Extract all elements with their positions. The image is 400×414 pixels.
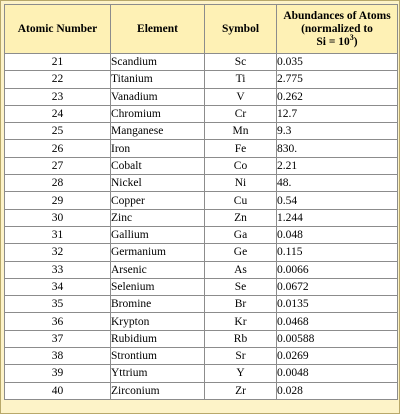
cell-element: Selenium [111,278,205,295]
cell-element: Chromium [111,105,205,122]
cell-abundance: 2.775 [277,71,398,88]
cell-abundance: 0.048 [277,226,398,243]
table-row [5,278,398,295]
header-abundance-line3: Si = 10 [316,35,350,48]
cell-atomic-number: 39 [5,365,111,382]
cell-atomic-number: 29 [5,192,111,209]
cell-abundance: 0.00588 [277,330,398,347]
cell-symbol: Rb [205,330,277,347]
header-atomic-number: Atomic Number [5,5,111,54]
cell-abundance: 0.0066 [277,261,398,278]
cell-element: Strontium [111,348,205,365]
cell-atomic-number: 32 [5,244,111,261]
table-body [5,54,398,400]
table-row [5,157,398,174]
table-row [5,175,398,192]
header-abundance-exponent: 3 [349,32,354,42]
cell-abundance: 0.028 [277,382,398,399]
table-row [5,209,398,226]
header-row [5,5,398,54]
cell-atomic-number: 37 [5,330,111,347]
table-row [5,296,398,313]
table-row [5,226,398,243]
table-row [5,192,398,209]
table-row [5,54,398,71]
cell-element: Scandium [111,54,205,71]
cell-atomic-number: 22 [5,71,111,88]
cell-abundance: 0.0048 [277,365,398,382]
cell-symbol: Cu [205,192,277,209]
cell-element: Krypton [111,313,205,330]
header-abundance-close: ) [353,35,358,48]
cell-symbol: Zn [205,209,277,226]
cell-atomic-number: 35 [5,296,111,313]
cell-symbol: Ti [205,71,277,88]
cell-atomic-number: 36 [5,313,111,330]
cell-atomic-number: 33 [5,261,111,278]
cell-abundance: 1.244 [277,209,398,226]
header-abundance-line2: (normalized to [301,22,373,35]
cell-symbol: Y [205,365,277,382]
header-abundance-line1: Abundances of Atoms [283,9,391,22]
cell-element: Yttrium [111,365,205,382]
table-row [5,348,398,365]
cell-symbol: Kr [205,313,277,330]
cell-element: Gallium [111,226,205,243]
cell-symbol: V [205,88,277,105]
cell-abundance: 0.0135 [277,296,398,313]
cell-symbol: Zr [205,382,277,399]
table-row [5,140,398,157]
cell-symbol: Cr [205,105,277,122]
header-element: Element [111,5,205,54]
table-row [5,244,398,261]
cell-element: Manganese [111,123,205,140]
cell-atomic-number: 21 [5,54,111,71]
cell-symbol: Br [205,296,277,313]
cell-symbol: Sr [205,348,277,365]
cell-symbol: Se [205,278,277,295]
cell-atomic-number: 28 [5,175,111,192]
table-row [5,365,398,382]
cell-element: Iron [111,140,205,157]
cell-element: Zinc [111,209,205,226]
cell-element: Rubidium [111,330,205,347]
cell-atomic-number: 34 [5,278,111,295]
cell-symbol: Ni [205,175,277,192]
cell-atomic-number: 30 [5,209,111,226]
cell-abundance: 9.3 [277,123,398,140]
cell-element: Zirconium [111,382,205,399]
cell-abundance: 0.0269 [277,348,398,365]
table-row [5,313,398,330]
cell-atomic-number: 27 [5,157,111,174]
table-header [5,5,398,54]
table-row [5,382,398,399]
cell-abundance: 0.035 [277,54,398,71]
cell-atomic-number: 24 [5,105,111,122]
cell-atomic-number: 40 [5,382,111,399]
table-row [5,88,398,105]
header-symbol: Symbol [205,5,277,54]
cell-element: Copper [111,192,205,209]
cell-symbol: Ga [205,226,277,243]
cell-symbol: Ge [205,244,277,261]
cell-symbol: As [205,261,277,278]
cell-symbol: Co [205,157,277,174]
cell-abundance: 2.21 [277,157,398,174]
cell-symbol: Fe [205,140,277,157]
cell-abundance: 48. [277,175,398,192]
cell-symbol: Sc [205,54,277,71]
cell-abundance: 0.115 [277,244,398,261]
cell-element: Germanium [111,244,205,261]
table-row [5,71,398,88]
abundance-table [4,4,398,400]
cell-element: Vanadium [111,88,205,105]
cell-abundance: 0.262 [277,88,398,105]
cell-element: Titanium [111,71,205,88]
cell-atomic-number: 38 [5,348,111,365]
cell-symbol: Mn [205,123,277,140]
cell-abundance: 830. [277,140,398,157]
header-abundance [277,5,398,54]
cell-abundance: 0.54 [277,192,398,209]
cell-atomic-number: 23 [5,88,111,105]
table-row [5,105,398,122]
cell-abundance: 0.0672 [277,278,398,295]
cell-abundance: 0.0468 [277,313,398,330]
cell-element: Bromine [111,296,205,313]
cell-element: Nickel [111,175,205,192]
cell-element: Arsenic [111,261,205,278]
cell-abundance: 12.7 [277,105,398,122]
cell-atomic-number: 31 [5,226,111,243]
table-row [5,261,398,278]
cell-atomic-number: 26 [5,140,111,157]
table-row [5,123,398,140]
cell-element: Cobalt [111,157,205,174]
table-row [5,330,398,347]
cell-atomic-number: 25 [5,123,111,140]
